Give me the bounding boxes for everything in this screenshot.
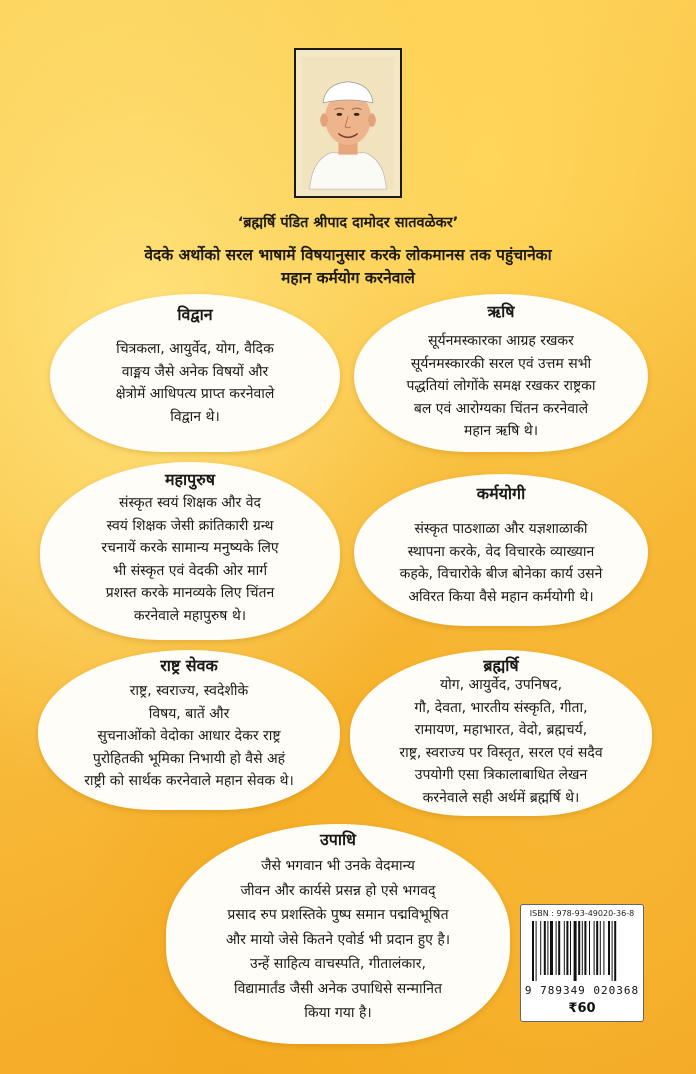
section-rishi-title: ऋषि [487,302,515,321]
section-mahapurush [40,462,340,640]
section-karmayogi-text: संस्कृत पाठशाळा और यज्ञशाळाकी स्थापना करके, वेद विचारके व्याख्यान कहके, विचारोके बीज बोनेका कार्य उसने अविरत किया वैसे महान कर्मयोगी थे। [399,521,603,605]
section-upadhi-title: उपाधि [320,830,356,849]
section-upadhi [166,824,510,1044]
section-vidvan-text: चित्रकला, आयुर्वेद, योग, वैदिक वाङ्मय जैसे अनेक विषयों और क्षेत्रोमें आधिपत्य प्राप्त करनेवाले विद्वान थे। [115,341,275,425]
portrait-frame [294,48,402,198]
portrait-of-scholar-icon [302,56,394,190]
section-brahmarshi [350,650,652,816]
barcode-number: 9 789349 020368 [524,984,640,997]
section-rashtrasevak-title: राष्ट्र सेवक [160,656,218,675]
section-rishi-text: सूर्यनमस्कारका आग्रह रखकर सूर्यनमस्कारकी सरल एवं उत्तम सभी पद्धतियां लोगोंके समक्ष रखकर राष्ट्रका बल एवं आरोग्यका चिंतन करनेवाले महान ऋषि थे। [406,333,596,439]
caption-line-1: वेदके अर्थोको सरल भाषामें विषयानुसार करके लोकमानस तक पहुंचानेका [144,246,552,264]
section-brahmarshi-title: ब्रह्मर्षि [483,656,519,675]
section-upadhi-text: जैसे भगवान भी उनके वेदमान्य जीवन और कार्यसे प्रसन्न हो एसे भगवद् प्रसाद रुप प्रशस्तिके पुष्प समान पद्मविभूषित और मायो जेसे कितने एवोर्ड भी प्रदान हुए है। उन्हें साहित्य वाचस्पति, गीतालंकार, विद्यामार्तंड जैसी अनेक उपाधिसे सन्मानित किया गया है। [225,858,451,1021]
section-karmayogi-title: कर्मयोगी [476,484,526,503]
caption-line-2: महान कर्मयोग करनेवाले [281,269,415,287]
section-karmayogi [354,474,648,626]
section-mahapurush-title: महापुरुष [164,470,216,489]
section-rashtrasevak-text: राष्ट्र, स्वराज्य, स्वदेशीके विषय, बातें और सुचनाओंको वेदोका आधार देकर राष्ट्र पुरोहितकी भूमिका निभायी हो वैसे अहं राष्ट्री को सार्थक करनेवाले महान सेवक थे। [84,683,294,789]
section-vidvan [50,294,340,452]
section-brahmarshi-text: योग, आयुर्वेद, उपनिषद, गौ, देवता, भारतीय संस्कृति, गीता, रामायण, महाभारत, वेदो, ब्रह्मचर्य, राष्ट्र, स्वराज्य पर विस्तृत, सरल एवं सदैव उपयोगी एसा त्रिकालाबाधित लेखन करनेवाले सही अर्थमें ब्रह्मर्षि थे। [399,677,603,806]
barcode-icon [531,921,635,981]
section-rashtrasevak [38,650,340,810]
section-rishi [354,294,648,452]
barcode-box [520,904,644,1022]
section-mahapurush-text: संस्कृत स्वयं शिक्षक और वेद स्वयं शिक्षक जेसी क्रांतिकारी ग्रन्थ रचनायें करके सामान्य मनुष्यके लिए भी संस्कृत एवं वेदकी ओर मार्ग प्रशस्त करके मानव्यके लिए चिंतन करनेवाले महापुरुष थे। [101,495,279,624]
caption-title: ‘ब्रह्मर्षि पंडित श्रीपाद दामोदर सातवळेकर’ [237,215,459,231]
section-vidvan-title: विद्वान [177,305,213,324]
price-label: ₹60 [568,1001,596,1016]
isbn-label: ISBN : 978-93-49020-36-8 [529,909,635,918]
